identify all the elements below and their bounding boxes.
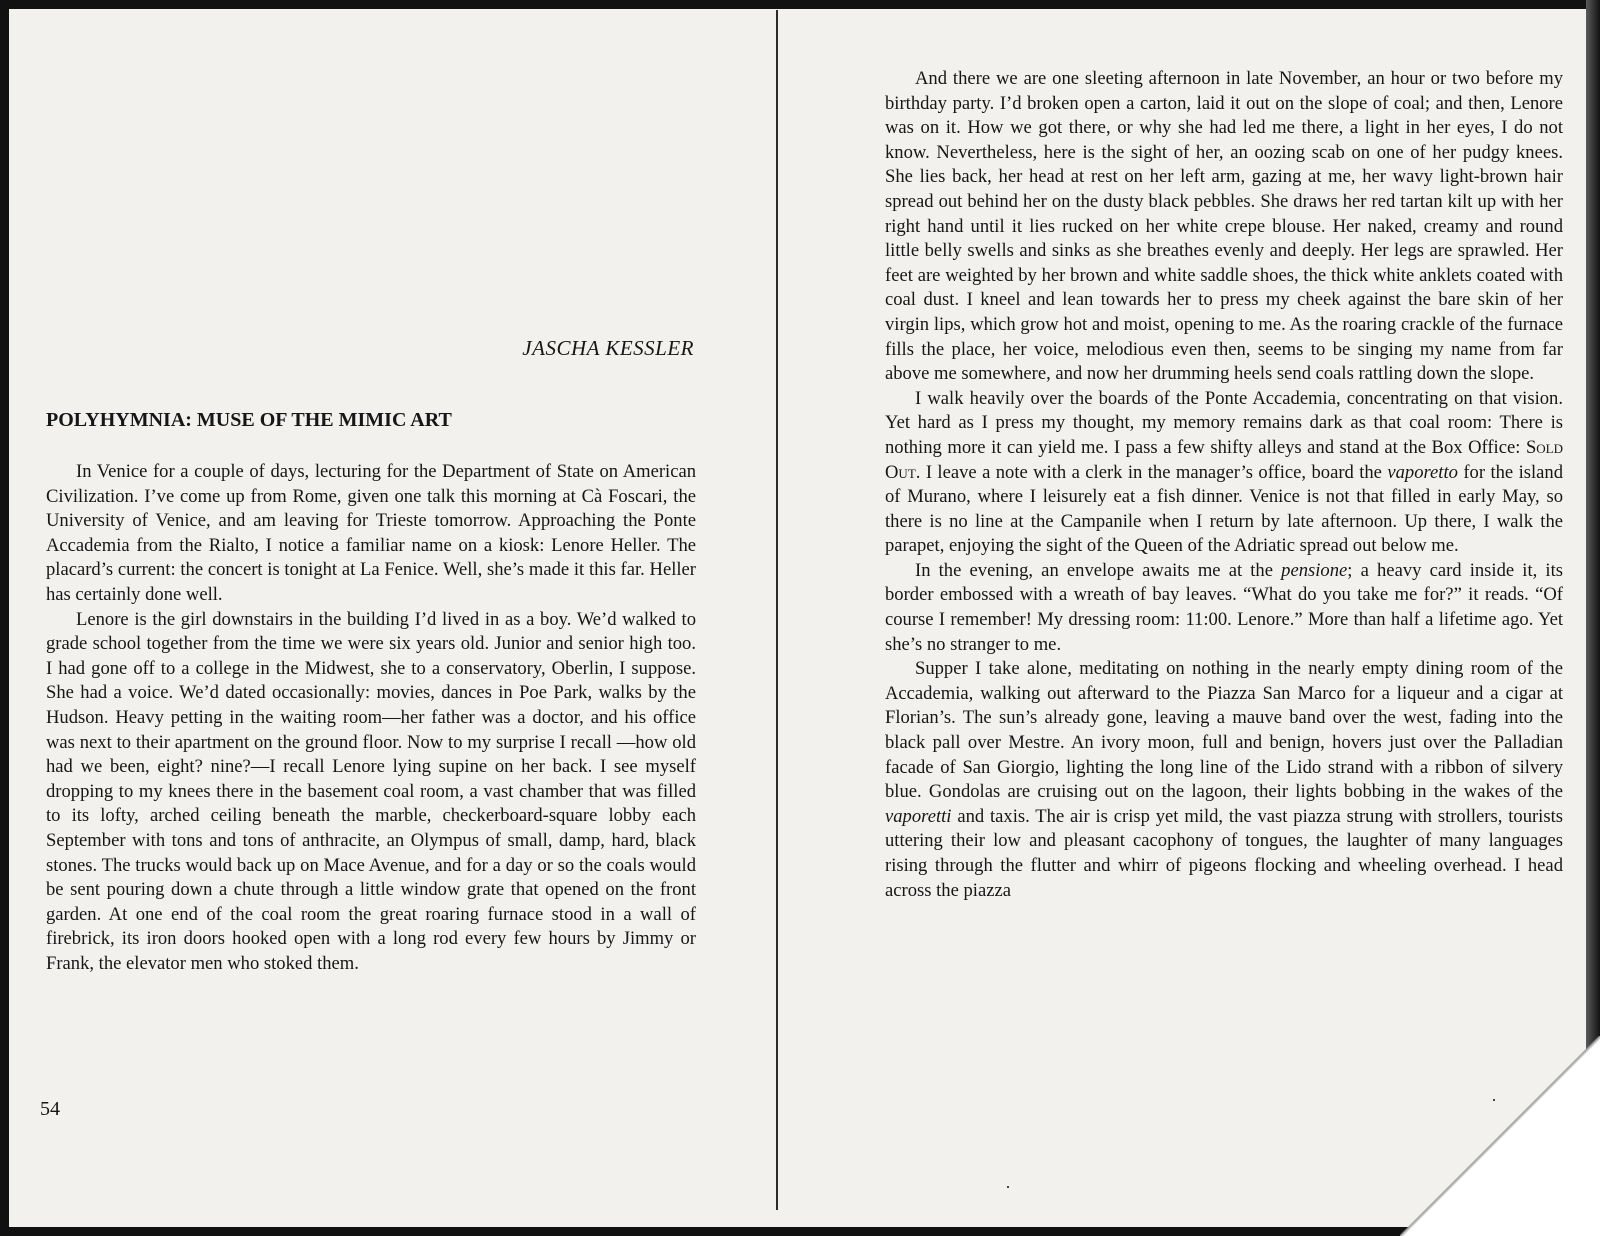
text-run: . I leave a note with a clerk in the manager’s office, board the <box>915 461 1382 483</box>
sold-out-text: Sold Out <box>885 436 1563 483</box>
italic-term: pensione <box>1281 559 1348 581</box>
story-title: POLYHYMNIA: MUSE OF THE MIMIC ART <box>46 409 452 431</box>
paragraph: Lenore is the girl downstairs in the building I’d lived in as a boy. We’d walked to grade school together from the time we were six years old. Junior and senior high too. I had gone off to a college in the Midwest, she to a conservatory, Oberlin, I suppose. She had a voice. We’d dated occasionally: movies, dances in Poe Park, walks by the Hudson. Heavy petting in the waiting room—her father was a doctor, and his office was next to their apartment on the ground floor. Now to my surprise I recall —how old had we been, eight? nine?—I recall Lenore lying supine on her back. I see myself dropping to my knees there in the basement coal room, a vast chamber that was filled to its lofty, arched ceiling beneath the marble, checkerboard-square lobby each September with tons and tons of anthracite, an Olympus of small, damp, hard, black stones. The trucks would back up on Mace Avenue, and for a day or so the coals would be sent pouring down a chute through a little window grate that opened on the front garden. At one end of the coal room the great roaring furnace stood in a wall of firebrick, its iron doors hooked open with a long rod every few hours by Jimmy or Frank, the elevator men who stoked them. <box>46 608 696 974</box>
italic-term: vaporetto <box>1387 461 1458 483</box>
author-byline: JASCHA KESSLER <box>522 336 694 360</box>
paragraph <box>885 657 1563 903</box>
folded-corner <box>1400 1036 1600 1236</box>
print-mark <box>1007 1186 1009 1188</box>
text-run: I walk heavily over the boards of the Ponte Accademia, concentrating on that vision. Yet hard as I press my thought, my memory remains dark as that coal room: There is nothing more it can yield me. I pass a few shifty alleys and stand at the Box Office: <box>885 387 1563 458</box>
text-run: and taxis. The air is crisp yet mild, the vast piazza strung with strollers, tourists uttering their low and pleasant cacophony of tongues, the laughter of many languages rising through the flutter and whirr of pigeons flocking and wheeling overhead. I head across the piazza <box>885 805 1563 901</box>
left-page-body <box>46 460 696 976</box>
text-run: Supper I take alone, meditating on nothing in the nearly empty dining room of the Accademia, walking out afterward to the Piazza San Marco for a liqueur and a cigar at Florian’s. The sun’s already gone, leaving a mauve band over the west, fading into the black pall over Mestre. An ivory moon, full and benign, hovers just over the Palladian facade of San Giorgio, lighting the long line of the Lido strand with a ribbon of silvery blue. Gondolas are cruising out on the lagoon, their lights bobbing in the wakes of the <box>885 658 1563 803</box>
text-run: ; a heavy card inside it, its border embossed with a wreath of bay leaves. “What do you take me for?” it reads. “Of course I remember! My dressing room: 11:00. Lenore.” More than half a lifetime ago. Yet she’s no stranger to me. <box>885 559 1563 655</box>
paragraph: In Venice for a couple of days, lecturing for the Department of State on American Civilization. I’ve come up from Rome, given one talk this morning at Cà Foscari, the University of Venice, and am leaving for Trieste tomorrow. Approaching the Ponte Accademia from the Rialto, I notice a familiar name on a kiosk: Lenore Heller. The placard’s current: the concert is tonight at La Fenice. Well, she’s made it this far. Heller has certainly done well. <box>46 461 696 605</box>
italic-term: vaporetti <box>885 805 952 827</box>
right-page-body <box>885 67 1563 903</box>
paragraph: And there we are one sleeting afternoon in late November, an hour or two before my birthday party. I’d broken open a carton, laid it out on the slope of coal; and then, Lenore was on it. How we got there, or why she had led me there, a light in her eyes, I do not know. Nevertheless, here is the sight of her, an oozing scab on one of her pudgy knees. She lies back, her head at rest on her left arm, gazing at me, her wavy light-brown hair spread out behind her on the dusty black pebbles. She draws her red tartan kilt up with her right hand until it lies rucked on her white crepe blouse. Her naked, creamy and round little belly swells and sinks as she breathes evenly and deeply. Her legs are sprawled. Her feet are weighted by her brown and white saddle shoes, the thick white anklets coated with coal dust. I kneel and lean towards her to press my cheek against the bare skin of her virgin lips, which grow hot and moist, opening to me. As the roaring crackle of the furnace fills the place, her voice, melodious even then, seems to be singing my name from far above me somewhere, and now her drumming heels send coals rattling down the slope. <box>885 68 1563 385</box>
paragraph <box>885 559 1563 657</box>
left-page <box>12 0 774 1236</box>
paragraph <box>885 387 1563 559</box>
page-gutter <box>776 10 778 1210</box>
text-run: In the evening, an envelope awaits me at the <box>915 559 1273 581</box>
page-number: 54 <box>40 1098 60 1120</box>
text-run: for the island of Murano, where I leisurely eat a fish dinner. Venice is not that filled in early May, so there is no line at the Campanile when I return by late afternoon. Up there, I walk the parapet, enjoying the sight of the Queen of the Adriatic spread out below me. <box>885 461 1563 557</box>
